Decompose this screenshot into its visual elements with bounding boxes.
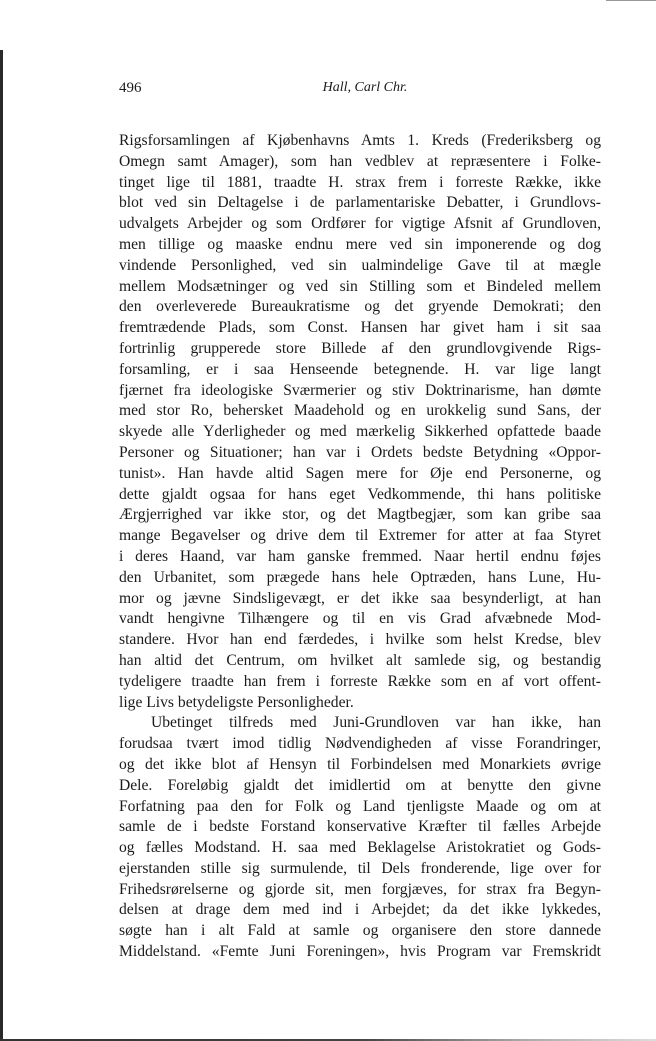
text-line: skyede alle Yderligheder og med mærkelig Sikkerhed opfattede baade [119, 423, 601, 441]
text-line: Middelstand. «Femte Juni Foreningen», hvis Program var Fremskridt [119, 943, 601, 961]
text-line: vandt hengivne Tilhængere og til en vis Grad afvæbnede Mod- [119, 610, 601, 628]
text-line: Omegn samt Amager), som han vedblev at repræsentere i Folke- [119, 152, 601, 170]
text-line: den overleverede Bureaukratisme og det gryende Demokrati; den [119, 298, 601, 316]
text-line: Personer og Situationer; han var i Ordets bedste Betydning «Oppor- [119, 443, 601, 461]
text-line: Rigsforsamlingen af Kjøbenhavns Amts 1. Kreds (Frederiksberg og [119, 132, 601, 149]
text-line: blot ved sin Deltagelse i de parlamentariske Debatter, i Grundlovs- [119, 194, 601, 212]
text-line: fremtrædende Plads, som Const. Hansen har givet ham i sit saa [119, 319, 601, 337]
book-page [119, 80, 601, 963]
text-line: forudsaa tvært imod tidlig Nødvendigheden af visse Forandringer, [119, 735, 601, 753]
text-line: i deres Haand, var ham ganske fremmed. Naar hertil endnu føjes [119, 547, 601, 565]
paragraph [119, 713, 601, 963]
text-line: forsamling, er i saa Henseende betegnende. H. var lige langt [119, 360, 601, 378]
text-line: mange Begavelser og drive dem til Extremer for atter at faa Styret [119, 527, 601, 545]
text-line: mellem Modsætninger og ved sin Stilling som et Bindeled mellem [119, 277, 601, 295]
text-line: dette gjaldt ogsaa for hans eget Vedkommende, thi hans politiske [119, 485, 601, 503]
text-line: med stor Ro, behersket Maadehold og en urokkelig sund Sans, der [119, 402, 601, 420]
text-line: Ubetinget tilfreds med Juni-Grundloven var han ikke, han [151, 714, 601, 732]
text-line: delsen at drage dem med ind i Arbejdet; da det ikke lykkedes, [119, 901, 601, 919]
text-line: men tillige og maaske endnu mere ved sin imponerende og dog [119, 235, 601, 253]
paragraph [119, 131, 601, 713]
text-line: mor og jævne Sindsligevægt, er det ikke saa besynderligt, at han [119, 589, 601, 607]
running-title: Hall, Carl Chr. [322, 80, 408, 95]
text-line: lige Livs betydeligste Personligheder. [119, 693, 354, 711]
text-line: den Urbanitet, som prægede hans hele Optræden, hans Lune, Hu- [119, 568, 601, 586]
text-line: Frihedsrørelserne og gjorde sit, men forgjæves, for strax fra Begyn- [119, 880, 601, 898]
page-number: 496 [119, 80, 142, 96]
text-line: standere. Hvor han end færdedes, i hvilke som helst Kredse, blev [119, 631, 601, 649]
text-line: Dele. Foreløbig gjaldt det imidlertid om at benytte den givne [119, 776, 601, 794]
text-line: tydeligere traadte han frem i forreste Række som en af vort offent- [119, 672, 601, 690]
text-line: og fælles Modstand. H. saa med Beklagelse Aristokratiet og Gods- [119, 839, 601, 857]
text-line: og det ikke blot af Hensyn til Forbindelsen med Monarkiets øvrige [119, 755, 601, 773]
scan-left-edge [0, 50, 3, 1041]
running-head [119, 80, 601, 102]
body-text [119, 131, 601, 963]
scan-top-edge [606, 0, 656, 1]
text-line: vindende Personlighed, ved sin ualmindelige Gave til at mægle [119, 256, 601, 274]
text-line: fortrinlig grupperede store Billede af den grundlovgivende Rigs- [119, 339, 601, 357]
text-line: ejerstanden stille sig surmulende, til Dels fronderende, lige over for [119, 859, 601, 877]
text-line: udvalgets Arbejder og som Ordfører for vigtige Afsnit af Grundloven, [119, 215, 601, 233]
text-line: Forfatning paa den for Folk og Land tjenligste Maade og om at [119, 797, 601, 815]
text-line: tunist». Han havde altid Sagen mere for Øje end Personerne, og [119, 464, 601, 482]
text-line: tinget lige til 1881, traadte H. strax frem i forreste Række, ikke [119, 173, 601, 191]
text-line: søgte han i alt Fald at samle og organisere den store dannede [119, 922, 601, 940]
text-line: samle de i bedste Forstand konservative Kræfter til fælles Arbejde [119, 818, 601, 836]
text-line: fjærnet fra ideologiske Sværmerier og stiv Doktrinarisme, han dømte [119, 381, 601, 399]
text-line: Ærgjerrighed var ikke stor, og det Magtbegjær, som kan gribe saa [119, 506, 601, 524]
text-line: han altid det Centrum, om hvilket alt samlede sig, og bestandig [119, 651, 601, 669]
